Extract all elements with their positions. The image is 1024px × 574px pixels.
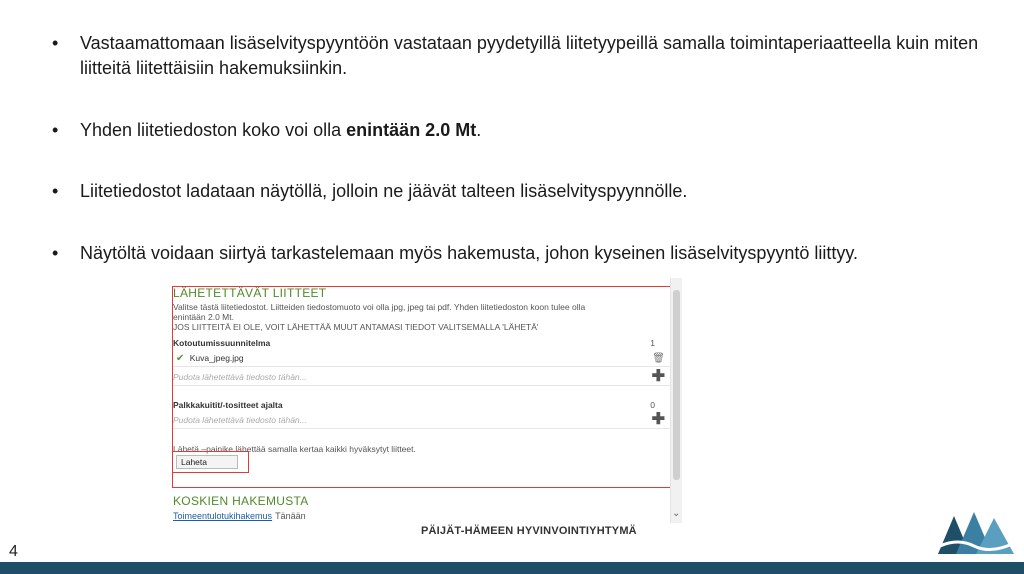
- bullet-item: [52, 179, 982, 204]
- file-name[interactable]: Kuva_jpeg.jpg: [189, 353, 244, 363]
- bullet-symbol: •: [52, 120, 59, 140]
- application-link[interactable]: Toimeentulotukihakemus: [173, 511, 273, 521]
- scrollbar-thumb[interactable]: [673, 290, 680, 480]
- file-drop-zone[interactable]: [173, 369, 673, 386]
- attachments-description: [173, 302, 668, 332]
- file-drop-zone[interactable]: [173, 412, 673, 429]
- bullet-text: Liitetiedostot ladataan näytöllä, jolloin ne jäävät talteen lisäselvityspyynnölle.: [80, 181, 688, 201]
- drop-placeholder: Pudota lähetettävä tiedosto tähän...: [173, 415, 307, 425]
- plus-icon[interactable]: ✚: [651, 368, 665, 385]
- application-date: Tänään: [275, 511, 306, 521]
- bullet-text-before: Yhden liitetiedoston koko voi olla: [80, 120, 347, 140]
- embedded-screenshot: [170, 278, 682, 523]
- bullet-text-after: .: [476, 120, 482, 140]
- bullet-text-bold: enintään 2.0 Mt: [346, 120, 477, 140]
- chevron-down-icon[interactable]: ⌄: [672, 508, 681, 519]
- attachments-section-title: LÄHETETTÄVÄT LIITTEET: [173, 286, 327, 300]
- bullet-symbol: •: [52, 33, 59, 53]
- check-icon: ✔: [176, 353, 185, 364]
- mountain-logo: [938, 508, 1014, 556]
- bullet-text: Vastaamattomaan lisäselvityspyyntöön vastataan pyydetyillä liitetyypeillä samalla toimintaperiaatteella kuin miten liitteitä liitettäisiin hakemuksiinkin.: [80, 33, 979, 78]
- attachment-category: [173, 400, 663, 410]
- bullet-item: [52, 31, 982, 81]
- send-button[interactable]: Laheta: [176, 455, 238, 469]
- send-instruction: Lähetä –painike lähettää samalla kertaa kaikki hyväksytyt liitteet.: [173, 444, 416, 454]
- bullet-symbol: •: [52, 243, 59, 263]
- plus-icon[interactable]: ✚: [651, 411, 665, 428]
- category-count: 1: [650, 338, 655, 348]
- bullet-item: [52, 241, 982, 266]
- applications-section-title: KOSKIEN HAKEMUSTA: [173, 494, 309, 508]
- application-row: [173, 511, 306, 521]
- bottom-bar: [0, 562, 1024, 574]
- scrollbar[interactable]: [670, 278, 682, 523]
- trash-icon[interactable]: 🗑: [652, 353, 665, 364]
- category-count: 0: [650, 400, 655, 410]
- drop-placeholder: Pudota lähetettävä tiedosto tähän...: [173, 372, 307, 382]
- category-name: Kotoutumissuunnitelma: [173, 338, 271, 348]
- bullet-item: [52, 118, 982, 143]
- uploaded-file-row: [173, 350, 673, 367]
- description-line: JOS LIITTEITÄ EI OLE, VOIT LÄHETTÄÄ MUUT ANTAMASI TIEDOT VALITSEMALLA 'LÄHETÄ': [173, 322, 539, 332]
- attachment-category: [173, 338, 663, 348]
- category-name: Palkkakuitit/-tositteet ajalta: [173, 400, 283, 410]
- page-number: 4: [9, 543, 18, 560]
- organization-footer: PÄIJÄT-HÄMEEN HYVINVOINTIYHTYMÄ: [421, 525, 637, 537]
- description-line: Valitse tästä liitetiedostot. Liitteiden tiedostomuoto voi olla jpg, jpeg tai pdf. Yhden liitetiedoston koon tulee olla: [173, 302, 586, 312]
- bullet-text: [80, 118, 982, 143]
- description-line: enintään 2.0 Mt.: [173, 312, 234, 322]
- bullet-text: Näytöltä voidaan siirtyä tarkastelemaan myös hakemusta, johon kyseinen lisäselvityspyyntö liittyy.: [80, 243, 859, 263]
- bullet-symbol: •: [52, 181, 59, 201]
